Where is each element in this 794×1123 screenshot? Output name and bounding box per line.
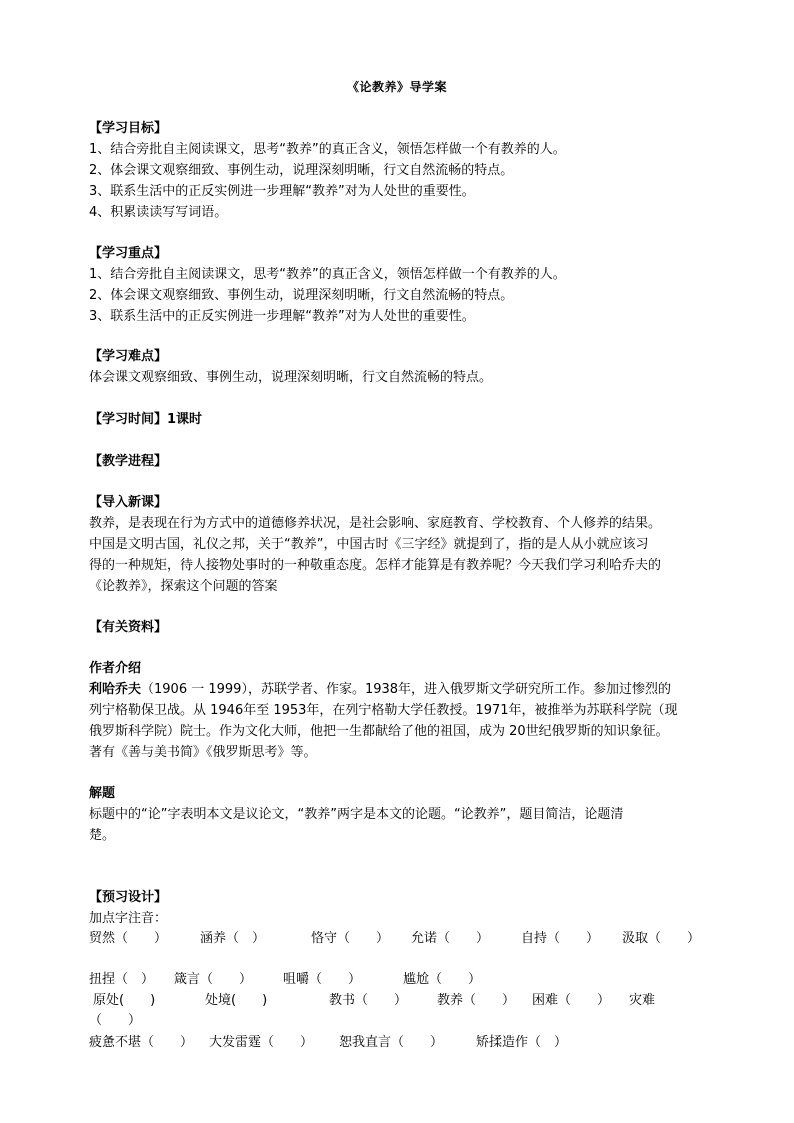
key-points-heading: 【学习重点】: [89, 246, 168, 261]
intro-section: [89, 492, 714, 597]
preview-subheading: 加点字注音：: [89, 911, 168, 926]
author-line: （1906 一 1999），苏联学者、作家。1938年，进入俄罗斯文学研究所工作。参加过惨烈的: [141, 682, 672, 697]
pinyin-item: 大发雷霆（ ）: [209, 1035, 314, 1050]
objective-item: 1、结合旁批自主阅读课文，思考“教养”的真正含义，领悟怎样做一个有教养的人。: [89, 142, 566, 157]
pinyin-item: 灾难: [629, 993, 656, 1008]
author-line: 列宁格勒保卫战。从 1946年至 1953年，在列宁格勒大学任教授。1971年，被推举为苏联科学院（现: [89, 703, 678, 718]
author-line: 著有《善与美书简》《俄罗斯思考》等。: [89, 745, 317, 760]
difficulties-heading: 【学习难点】: [89, 349, 168, 364]
materials-section: [89, 617, 709, 638]
author-line: 俄罗斯科学院）院士。作为文化大师，他把一生都献给了他的祖国，成为 20世纪俄罗斯的知识象征。: [89, 724, 669, 739]
pinyin-item: 涵养（ ）: [200, 931, 266, 946]
pinyin-item: 处境( ): [205, 993, 268, 1008]
author-section: [89, 658, 714, 763]
preview-heading: 【预习设计】: [89, 890, 168, 905]
pinyin-item: 原处( ): [93, 993, 156, 1008]
objectives-heading: 【学习目标】: [89, 121, 168, 136]
pinyin-item: 尴尬（ ）: [403, 972, 482, 987]
key-points-section: [89, 243, 709, 327]
objective-item: 4、积累读读写写词语。: [89, 205, 228, 220]
pinyin-row-4: [89, 1033, 709, 1053]
author-heading: 作者介绍: [89, 661, 142, 676]
pinyin-item: 困难（ ）: [532, 993, 611, 1008]
pinyin-item: 教书（ ）: [329, 993, 408, 1008]
pinyin-item: 教养（ ）: [437, 993, 516, 1008]
pinyin-item: 自持（ ）: [521, 931, 600, 946]
materials-heading: 【有关资料】: [89, 620, 168, 635]
pinyin-row-1: [89, 929, 709, 949]
pinyin-item: 箴言（ ）: [174, 972, 253, 987]
intro-heading: 【导入新课】: [89, 495, 168, 510]
preview-section: [89, 887, 709, 929]
pinyin-item: 恪守（ ）: [311, 931, 390, 946]
pinyin-item: 疲惫不堪（ ）: [89, 1035, 194, 1050]
author-name: 利哈乔夫: [89, 682, 142, 697]
difficulties-text: 体会课文观察细致、事例生动，说理深刻明晰，行文自然流畅的特点。: [89, 370, 493, 385]
time-section: [89, 409, 709, 430]
objectives-section: [89, 118, 709, 223]
key-point-item: 3、联系生活中的正反实例进一步理解“教养”对为人处世的重要性。: [89, 309, 475, 324]
pinyin-item: 贸然（ ）: [89, 931, 168, 946]
pinyin-item: 允诺（ ）: [411, 931, 490, 946]
intro-line: 教养，是表现在行为方式中的道德修养状况，是社会影响、家庭教育、学校教育、个人修养的结果。: [89, 516, 662, 531]
objective-item: 2、体会课文观察细致、事例生动，说理深刻明晰，行文自然流畅的特点。: [89, 163, 514, 178]
process-section: [89, 451, 709, 472]
document-title: 《论教养》导学案: [346, 80, 447, 94]
intro-line: 中国是文明古国，礼仪之邦，关于“教养”，中国古时《三字经》就提到了，指的是人从小就应该习: [89, 537, 649, 552]
pinyin-row-3: [89, 991, 709, 1011]
pinyin-row-3-wrap: [89, 1011, 709, 1031]
key-point-item: 2、体会课文观察细致、事例生动，说理深刻明晰，行文自然流畅的特点。: [89, 288, 514, 303]
title-explain-section: [89, 783, 714, 846]
pinyin-item: 扭捏（ ）: [89, 972, 155, 987]
intro-line: 得的一种规矩，待人接物处事时的一种敬重态度。怎样才能算是有教养呢？今天我们学习利哈乔夫的: [89, 558, 662, 573]
objective-item: 3、联系生活中的正反实例进一步理解“教养”对为人处世的重要性。: [89, 184, 475, 199]
key-point-item: 1、结合旁批自主阅读课文，思考“教养”的真正含义，领悟怎样做一个有教养的人。: [89, 267, 566, 282]
pinyin-row-2: [89, 970, 709, 990]
title-explain-heading: 解题: [89, 786, 116, 801]
difficulties-section: [89, 346, 709, 388]
pinyin-item: 恕我直言（ ）: [339, 1035, 444, 1050]
title-explain-line: 标题中的“论”字表明本文是议论文，“教养”两字是本文的论题。“论教养”，题目简洁，论题清: [89, 807, 624, 822]
pinyin-item: 矫揉造作（ ）: [476, 1035, 568, 1050]
title-explain-line: 楚。: [89, 828, 116, 843]
time-heading: 【学习时间】1课时: [89, 412, 203, 427]
pinyin-item: 咀嚼（ ）: [283, 972, 362, 987]
process-heading: 【教学进程】: [89, 454, 168, 469]
intro-line: 《论教养》，探索这个问题的答案: [89, 579, 278, 594]
pinyin-item: （ ）: [89, 1013, 142, 1028]
pinyin-item: 汲取（ ）: [622, 931, 701, 946]
